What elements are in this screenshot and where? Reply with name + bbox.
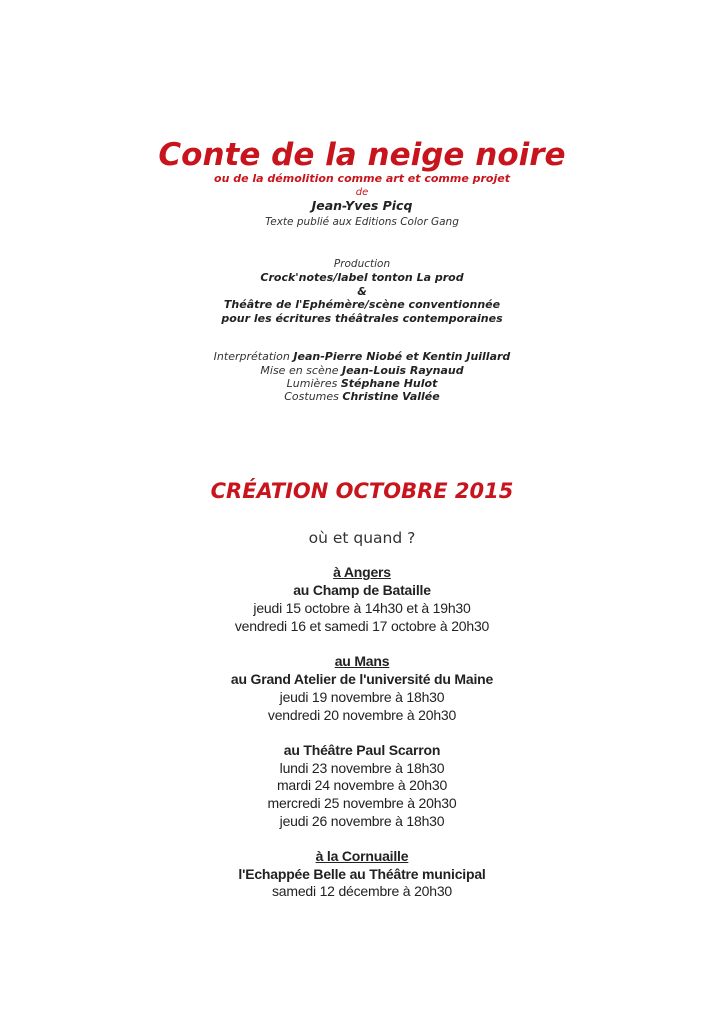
city-heading: à la Cornuaille xyxy=(315,848,409,864)
by-label: de xyxy=(355,187,369,198)
credit-names: Jean-Louis Raynaud xyxy=(341,364,464,377)
performance-date: vendredi 20 novembre à 20h30 xyxy=(267,707,457,723)
venue-name: au Grand Atelier de l'université du Maine xyxy=(230,671,494,687)
credit-role: Mise en scène xyxy=(260,364,339,377)
production-line: Crock'notes/label tonton La prod xyxy=(260,271,464,284)
credit-line xyxy=(0,377,724,390)
credit-line xyxy=(0,350,724,363)
production-line: Théâtre de l'Ephémère/scène conventionnée xyxy=(223,298,501,311)
city-heading: à Angers xyxy=(333,564,391,580)
credit-line xyxy=(0,390,724,403)
play-subtitle: ou de la démolition comme art et comme projet xyxy=(214,172,510,185)
performance-date: mercredi 25 novembre à 20h30 xyxy=(267,795,457,811)
performance-date: samedi 12 décembre à 20h30 xyxy=(271,883,453,899)
performance-date: jeudi 15 octobre à 14h30 et à 19h30 xyxy=(253,600,471,616)
venue-name: au Champ de Bataille xyxy=(293,582,431,598)
production-line: pour les écritures théâtrales contemporaines xyxy=(221,312,503,325)
venue-name: l'Echappée Belle au Théâtre municipal xyxy=(238,866,486,882)
credit-names: Stéphane Hulot xyxy=(340,377,438,390)
where-when-heading: où et quand ? xyxy=(308,529,416,547)
credit-role: Lumières xyxy=(286,377,338,390)
credit-line xyxy=(0,364,724,377)
credit-role: Costumes xyxy=(284,390,339,403)
credit-names: Christine Vallée xyxy=(342,390,440,403)
credit-names: Jean-Pierre Niobé et Kentin Juillard xyxy=(293,350,511,363)
performance-date: jeudi 26 novembre à 18h30 xyxy=(279,813,445,829)
performance-date: vendredi 16 et samedi 17 octobre à 20h30 xyxy=(234,618,490,634)
publisher-note: Texte publié aux Editions Color Gang xyxy=(265,216,459,228)
performance-date: jeudi 19 novembre à 18h30 xyxy=(279,689,445,705)
city-heading: au Mans xyxy=(334,653,390,669)
play-title: Conte de la neige noire xyxy=(158,137,566,173)
credit-role: Interprétation xyxy=(213,350,290,363)
production-label: Production xyxy=(333,258,391,270)
creation-heading: CRÉATION OCTOBRE 2015 xyxy=(210,479,514,503)
venue-name: au Théâtre Paul Scarron xyxy=(283,742,441,758)
performance-date: mardi 24 novembre à 20h30 xyxy=(276,777,448,793)
performance-date: lundi 23 novembre à 18h30 xyxy=(279,760,445,776)
author-name: Jean-Yves Picq xyxy=(311,198,413,213)
production-ampersand: & xyxy=(357,285,367,298)
